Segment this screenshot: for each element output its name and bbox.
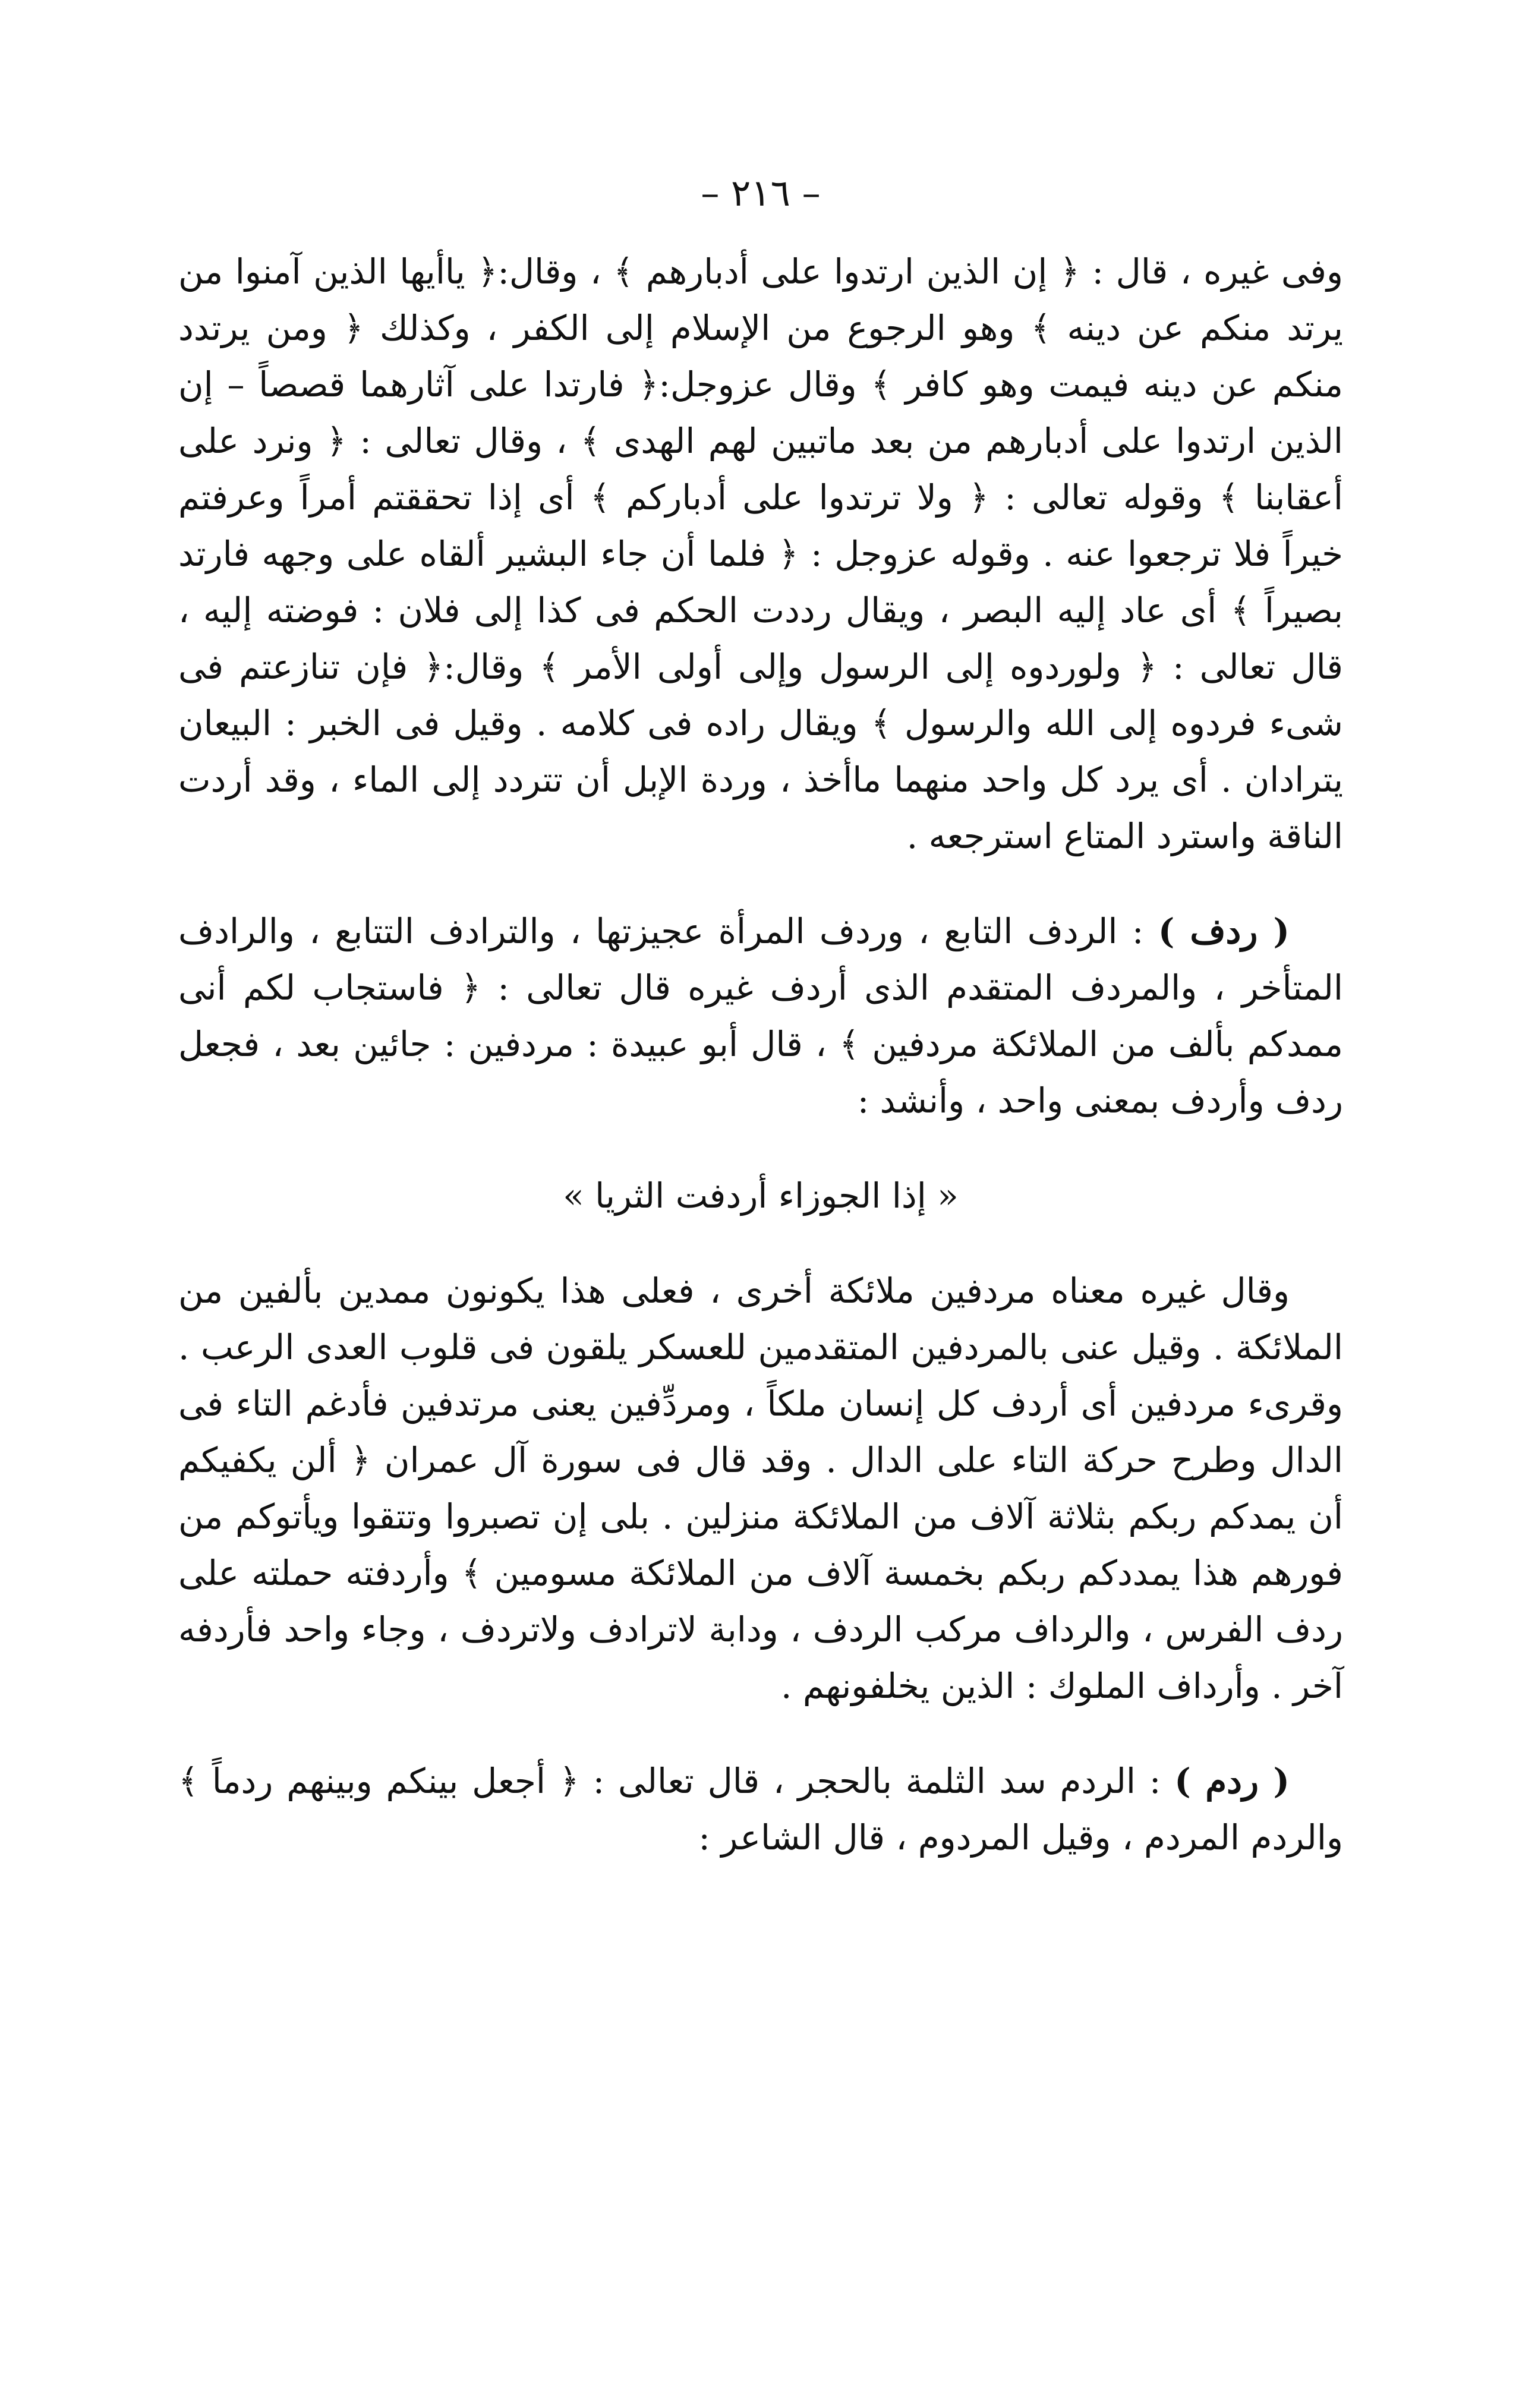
page-number: – ٢١٦ – <box>701 171 821 215</box>
entry-term-radif: ( ردف ) <box>1158 911 1290 951</box>
entry-text-radm: : الردم سد الثلمة بالحجر ، قال تعالى : ﴿ أجعل بينكم وبينهم ردماً ﴾ والردم المردم ، وقيل المردوم ، قال الشاعر : <box>178 1761 1343 1858</box>
paragraph-radif-continued: وقال غيره معناه مردفين ملائكة أخرى ، فعلى هذا يكونون ممدين بألفين من الملائكة . وقيل عنى بالمردفين المتقدمين للعسكر يلقون فى قلوب العدى الرعب . وقرىء مردفين أى أردف كل إنسان ملكاً ، ومردِّفين يعنى مرتدفين فأدغم التاء فى الدال وطرح حركة التاء على الدال . وقد قال فى سورة آل عمران ﴿ ألن يكفيكم أن يمدكم ربكم بثلاثة آلاف من الملائكة منزلين . بلى إن تصبروا وتتقوا ويأتوكم من فورهم هذا يمددكم ربكم بخمسة آلاف من الملائكة مسومين ﴾ وأردفته حملته على ردف الفرس ، والرداف مركب الردف ، ودابة لاترادف ولاتردف ، وجاء واحد فأردفه آخر . وأرداف الملوك : الذين يخلفونهم . <box>178 1271 1344 1706</box>
paragraph-radif <box>178 903 1343 1129</box>
entry-term-radm: ( ردم ) <box>1174 1761 1290 1801</box>
paragraph-radm <box>178 1753 1343 1866</box>
paragraph-radd: وفى غيره ، قال : ﴿ إن الذين ارتدوا على أدبارهم ﴾ ، وقال:﴿ ياأيها الذين آمنوا من يرتد منكم عن دينه ﴾ وهو الرجوع من الإسلام إلى الكفر ، وكذلك ﴿ ومن يرتدد منكم عن دينه فيمت وهو كافر ﴾ وقال عزوجل:﴿ فارتدا على آثارهما قصصاً – إن الذين ارتدوا على أدبارهم من بعد ماتبين لهم الهدى ﴾ ، وقال تعالى : ﴿ ونرد على أعقابنا ﴾ وقوله تعالى : ﴿ ولا ترتدوا على أدباركم ﴾ أى إذا تحققتم أمراً وعرفتم خيراً فلا ترجعوا عنه . وقوله عزوجل : ﴿ فلما أن جاء البشير ألقاه على وجهه فارتد بصيراً ﴾ أى عاد إليه البصر ، ويقال رددت الحكم فى كذا إلى فلان : فوضته إليه ، قال تعالى : ﴿ ولوردوه إلى الرسول وإلى أولى الأمر ﴾ وقال:﴿ فإن تنازعتم فى شىء فردوه إلى الله والرسول ﴾ ويقال راده فى كلامه . وقيل فى الخبر : البيعان يترادان . أى يرد كل واحد منهما ماأخذ ، وردة الإبل أن تتردد إلى الماء ، وقد أردت الناقة واسترد المتاع استرجعه . <box>178 251 1343 856</box>
document-page <box>178 166 1343 1866</box>
entry-text-radif: : الردف التابع ، وردف المرأة عجيزتها ، والترادف التتابع ، والرادف المتأخر ، والمردف المتقدم الذى أردف غيره قال تعالى : ﴿ فاستجاب لكم أنى ممدكم بألف من الملائكة مردفين ﴾ ، قال أبو عبيدة : مردفين : جائين بعد ، فجعل ردف وأردف بمعنى واحد ، وأنشد : <box>178 911 1343 1121</box>
poetry-verse: « إذا الجوزاء أردفت الثريا » <box>563 1175 959 1216</box>
